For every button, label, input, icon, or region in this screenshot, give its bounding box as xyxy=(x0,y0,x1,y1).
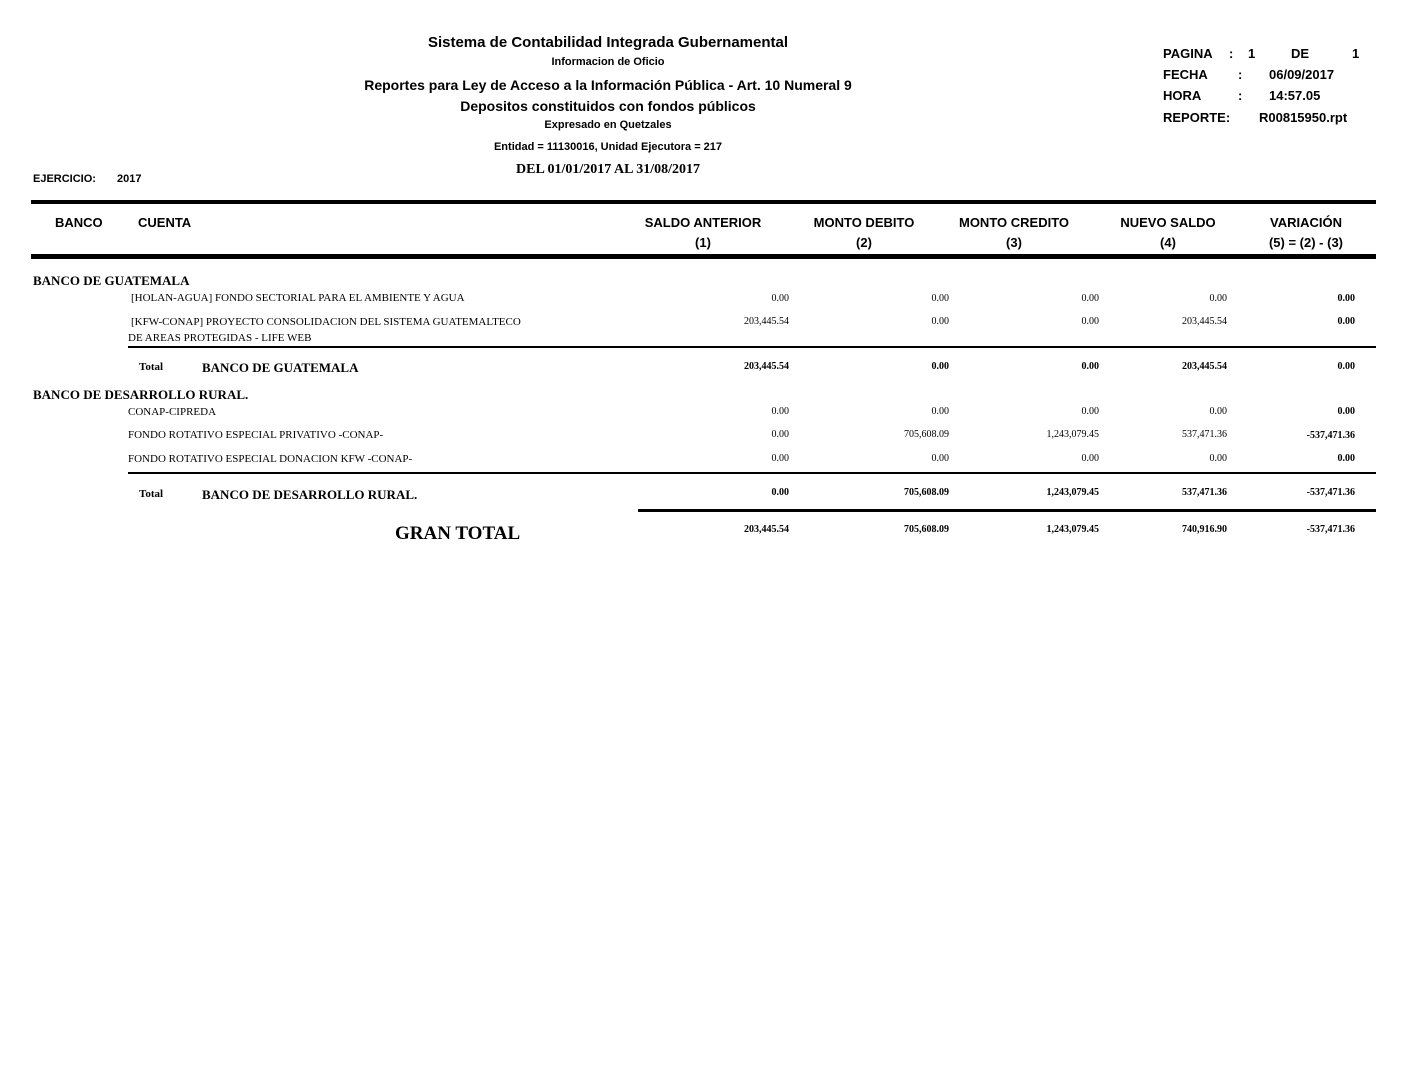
fecha-label: FECHA xyxy=(1163,67,1208,82)
entity-info: Entidad = 11130016, Unidad Ejecutora = 217 xyxy=(493,141,723,153)
account-name: FONDO ROTATIVO ESPECIAL PRIVATIVO -CONAP- xyxy=(128,429,384,441)
pagina-value: 1 xyxy=(1248,46,1256,61)
report-subtitle-oficio: Informacion de Oficio xyxy=(551,56,665,68)
account-name: [HOLAN-AGUA] FONDO SECTORIAL PARA EL AMBIENTE Y AGUA xyxy=(131,292,465,304)
account-name: FONDO ROTATIVO ESPECIAL DONACION KFW -CONAP- xyxy=(128,453,413,465)
account-name: CONAP-CIPREDA xyxy=(128,406,217,418)
col-variacion-label: VARIACIÓN xyxy=(1270,215,1342,230)
total-monto-credito: 0.00 xyxy=(1081,361,1099,372)
row-saldo-anterior: 203,445.54 xyxy=(744,316,789,327)
grand-total-label: GRAN TOTAL xyxy=(395,523,521,544)
row-saldo-anterior: 0.00 xyxy=(771,453,789,464)
row-variacion: -537,471.36 xyxy=(1306,430,1355,441)
col-monto-credito xyxy=(929,213,1099,253)
total-nuevo-saldo: 203,445.54 xyxy=(1182,361,1227,372)
pagina-label: PAGINA xyxy=(1163,46,1213,61)
row-monto-credito: 0.00 xyxy=(1081,316,1099,327)
row-nuevo-saldo: 203,445.54 xyxy=(1182,316,1227,327)
col-monto-debito-label: MONTO DEBITO xyxy=(813,215,915,230)
ejercicio-label: EJERCICIO: xyxy=(33,173,96,185)
row-variacion: 0.00 xyxy=(1337,293,1355,304)
report-subtitle: Depositos constituidos con fondos públicos xyxy=(460,98,756,114)
fecha-value: 06/09/2017 xyxy=(1269,67,1335,82)
hora-label: HORA xyxy=(1163,88,1202,103)
row-monto-credito: 0.00 xyxy=(1081,293,1099,304)
row-nuevo-saldo: 537,471.36 xyxy=(1182,429,1227,440)
col-saldo-anterior-num: (1) xyxy=(695,235,711,250)
row-saldo-anterior: 0.00 xyxy=(771,406,789,417)
row-saldo-anterior: 0.00 xyxy=(771,429,789,440)
bank-name: BANCO DE GUATEMALA xyxy=(33,273,190,288)
de-value: 1 xyxy=(1352,46,1360,61)
total-saldo-anterior: 0.00 xyxy=(771,487,789,498)
total-monto-debito: 0.00 xyxy=(931,361,949,372)
total-label: Total xyxy=(139,488,164,500)
reporte-label: REPORTE: xyxy=(1163,110,1231,125)
col-nuevo-saldo-num: (4) xyxy=(1160,235,1176,250)
row-variacion: 0.00 xyxy=(1337,316,1355,327)
header-bottom-rule xyxy=(31,254,1376,259)
row-variacion: 0.00 xyxy=(1337,406,1355,417)
row-variacion: 0.00 xyxy=(1337,453,1355,464)
col-saldo-anterior-label: SALDO ANTERIOR xyxy=(644,215,762,230)
row-monto-debito: 0.00 xyxy=(931,406,949,417)
grand-total-variacion: -537,471.36 xyxy=(1306,524,1355,535)
col-monto-credito-label: MONTO CREDITO xyxy=(958,215,1070,230)
row-monto-debito: 0.00 xyxy=(931,316,949,327)
row-monto-credito: 0.00 xyxy=(1081,406,1099,417)
row-monto-debito: 0.00 xyxy=(931,293,949,304)
grand-total-saldo-anterior: 203,445.54 xyxy=(744,524,789,535)
account-name: [KFW-CONAP] PROYECTO CONSOLIDACION DEL SISTEMA GUATEMALTECO xyxy=(131,316,521,328)
grand-total-nuevo-saldo: 740,916.90 xyxy=(1182,524,1227,535)
subtotal-rule xyxy=(128,472,1376,474)
col-monto-credito-num: (3) xyxy=(1006,235,1022,250)
row-monto-credito: 0.00 xyxy=(1081,453,1099,464)
col-nuevo-saldo-label: NUEVO SALDO xyxy=(1120,215,1216,230)
row-nuevo-saldo: 0.00 xyxy=(1209,406,1227,417)
currency-note: Expresado en Quetzales xyxy=(544,119,672,131)
subtotal-rule xyxy=(128,346,1376,348)
total-bank-name: BANCO DE GUATEMALA xyxy=(202,360,359,375)
total-label: Total xyxy=(139,361,164,373)
fecha-sep: : xyxy=(1238,67,1243,82)
grand-total-rule xyxy=(638,509,1376,512)
grand-total-monto-credito: 1,243,079.45 xyxy=(1046,524,1099,535)
reporte-value: R00815950.rpt xyxy=(1259,110,1348,125)
row-nuevo-saldo: 0.00 xyxy=(1209,293,1227,304)
total-variacion: 0.00 xyxy=(1337,361,1355,372)
report-title: Reportes para Ley de Acceso a la Información Pública - Art. 10 Numeral 9 xyxy=(364,77,852,93)
total-nuevo-saldo: 537,471.36 xyxy=(1182,487,1227,498)
col-monto-debito-num: (2) xyxy=(856,235,872,250)
col-variacion-num: (5) = (2) - (3) xyxy=(1268,235,1344,250)
system-title: Sistema de Contabilidad Integrada Gubernamental xyxy=(427,34,789,51)
col-monto-debito xyxy=(779,213,949,253)
account-name-continued: DE AREAS PROTEGIDAS - LIFE WEB xyxy=(128,332,312,344)
total-monto-debito: 705,608.09 xyxy=(904,487,949,498)
period: DEL 01/01/2017 AL 31/08/2017 xyxy=(516,162,700,177)
row-monto-credito: 1,243,079.45 xyxy=(1046,429,1099,440)
bank-name: BANCO DE DESARROLLO RURAL. xyxy=(33,387,249,402)
pagina-sep: : xyxy=(1229,46,1234,61)
hora-value: 14:57.05 xyxy=(1269,88,1321,103)
total-monto-credito: 1,243,079.45 xyxy=(1046,487,1099,498)
row-nuevo-saldo: 0.00 xyxy=(1209,453,1227,464)
col-variacion xyxy=(1221,213,1391,253)
ejercicio-value: 2017 xyxy=(117,173,142,185)
hora-sep: : xyxy=(1238,88,1243,103)
col-banco: BANCO xyxy=(55,215,103,230)
total-variacion: -537,471.36 xyxy=(1306,487,1355,498)
total-bank-name: BANCO DE DESARROLLO RURAL. xyxy=(202,487,418,502)
grand-total-monto-debito: 705,608.09 xyxy=(904,524,949,535)
total-saldo-anterior: 203,445.54 xyxy=(744,361,789,372)
de-label: DE xyxy=(1291,46,1310,61)
col-cuenta: CUENTA xyxy=(138,215,192,230)
row-monto-debito: 0.00 xyxy=(931,453,949,464)
row-monto-debito: 705,608.09 xyxy=(904,429,949,440)
row-saldo-anterior: 0.00 xyxy=(771,293,789,304)
header-top-rule xyxy=(31,200,1376,204)
col-saldo-anterior xyxy=(618,213,788,253)
